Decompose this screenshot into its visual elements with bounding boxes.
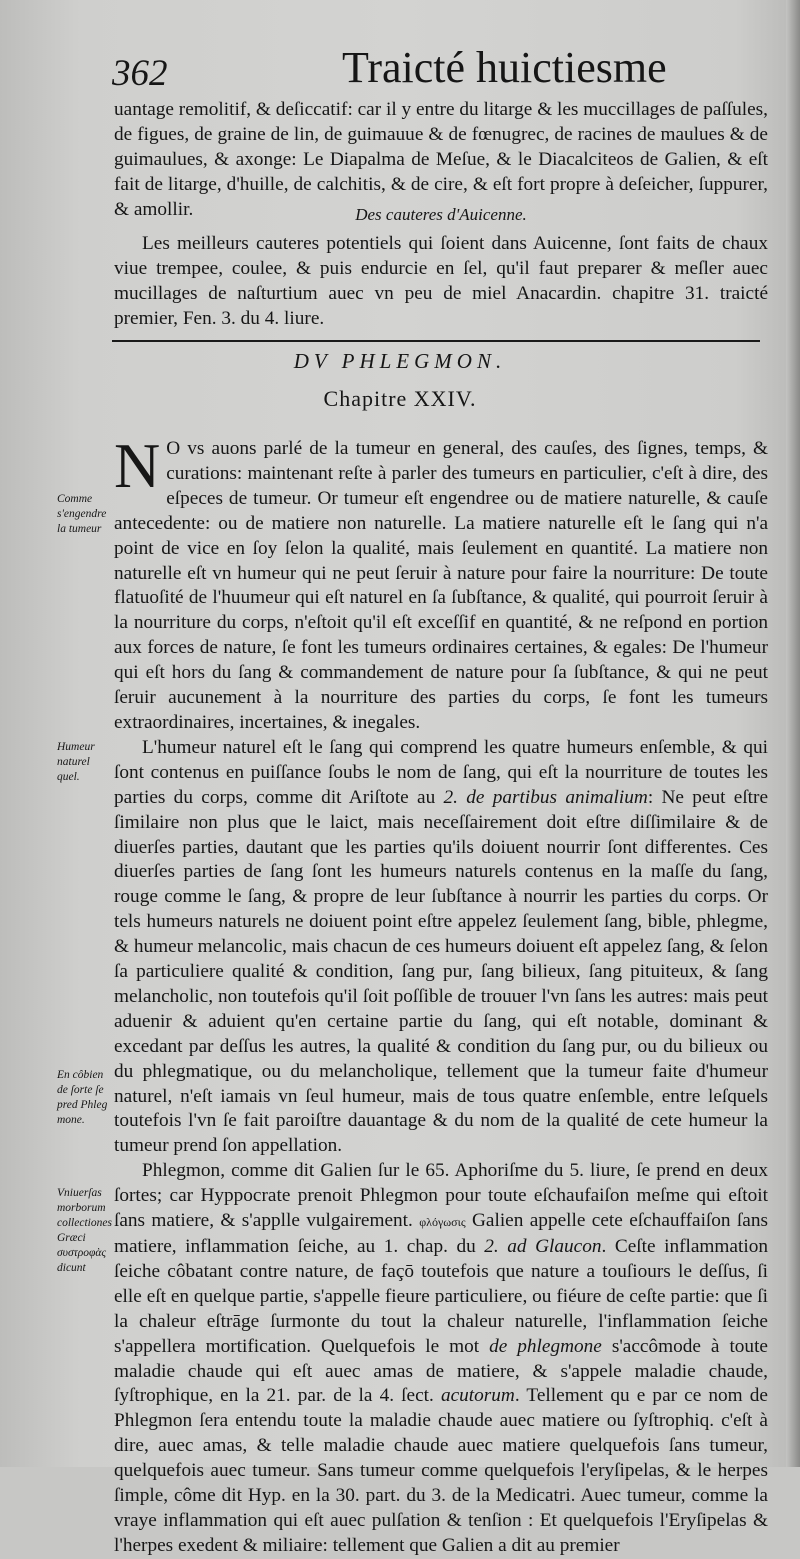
margin-note-greek: συστροφὰς [57, 1247, 107, 1259]
paragraph-2 [114, 736, 768, 1159]
margin-note-phlegmone: En côbien de ſorte ſe pred Phleg mone. [57, 1069, 108, 1126]
paragraph-3-text-e: . Tellement qu e par ce nom de Phlegmon ſera entendu toute la maladie chaude auec matiere ou ſyſtrophiq. c'eſt à dire, auec amas, & telle maladie chaude auec matiere quelquefois ſans tumeur, quelquefois auec tumeur. Sans tumeur comme quelquefois l'eryſipelas, & le herpes ſimple, côme dit Hyp. en la 30. part. du 3. de la Medicatri. Auec tumeur, comme la vraye inflammation qui eſt auec pulſation & tenſion : Et quelquefois l'Eryſipelas & l'herpes exedent & miliaire: tellement que Galien a dit au premier [114, 1385, 768, 1556]
reference-glaucon: 2. ad Glaucon [484, 1236, 602, 1257]
running-head: Traicté huictiesme [342, 43, 667, 92]
page-number: 362 [112, 53, 168, 94]
paragraph-2-text-a: L'humeur naturel eſt le ſang qui comprend les quatre humeurs enſemble, & qui ſont contenus en puiſſance ſoubs le nom de ſang, qui eſt la nourriture de toutes les parties du corps, comme dit Ariſtote au [114, 736, 768, 808]
section-rule [112, 340, 760, 342]
margin-note-dicunt: dicunt [57, 1262, 86, 1274]
paragraph-1 [114, 430, 768, 736]
margin-note-humeur: Humeur naturel quel. [57, 741, 95, 783]
paragraph-3-text-a: Phlegmon, comme dit Galien ſur le 65. Aphoriſme du 5. liure, ſe prend en deux ſortes; car Hyppocrate prenoit Phlegmon pour toute eſchaufaiſon meſme qui eſtoit ſans matiere, & s'applle vulgairement. [114, 1160, 768, 1232]
paragraph-3-text-b: Galien appelle cete eſchauffaiſon ſans matiere, inflammation ſeiche, au 1. chap. du [114, 1210, 768, 1257]
paragraph-2-text-b: : Ne peut eſtre ſimilaire non plus que le laict, mais neceſſairement doit eſtre diſſimilaire & de diuerſes parties, dautant que les parties qu'ils doiuent nourrir ſont differentes. Ces diuerſes parties de ſang ſont les humeurs naturels contenus en la maſſe du ſang, rouge comme le ſang, & propre de leur ſubſtance à nourrir les parties du corps. Or tels humeurs naturels ne doiuent point eſtre appelez ſeulement ſang, bible, phlegme, & humeur melancolic, mais chacun de ces humeurs doiuent eſt appelez ſang, & ſelon ſa particuliere qualité & condition, ſang pur, ſang bilieux, ſang pituiteux, & ſang melancholic, non toutefois qu'il ſoit poſſible de trouuer l'vn ſans les autres: mais peut aduenir & aduient qu'en certaine partie du ſang, qui eſt notable, dominant & excedant par deſſus les autres, la qualité & condition du ſang pur, ou du bilieux ou du phlegmatique, ou du melancholique, tellement que la tumeur faite d'humeur naturel, n'eſt iamais vn ſeul humeur, mais de tous quatre enſemble, entre leſquels toutefois l'vn ſe fait paroiſtre dauantage & du nom de la qualité de cete humeur la tumeur prend ſon appellation. [114, 786, 769, 1157]
avicenne-text: Les meilleurs cauteres potentiels qui ſoient dans Auicenne, ſont faits de chaux viue trempee, coulee, & puis endurcie en ſel, qu'il faut preparer & meſler auec mucillages de naſturtium auec vn peu de miel Anacardin. chapitre 31. traicté premier, Fen. 3. du 4. liure. [114, 233, 768, 329]
continuation-paragraph [114, 98, 768, 223]
page-header [0, 38, 800, 98]
chapter-title: DV PHLEGMON. [293, 349, 507, 373]
reference-phlegmone: de phlegmone [489, 1335, 602, 1357]
chapter-body [114, 430, 769, 1559]
chapter-label: Chapitre XXIV. [323, 386, 477, 411]
reference-acutorum: acutorum [440, 1385, 515, 1407]
paragraph-3 [114, 1159, 768, 1559]
reference-aristotle: 2. de partibus animalium [443, 786, 648, 808]
avicenne-heading: Des cauteres d'Auicenne. [355, 205, 527, 224]
margin-note-tumeur: Comme s'engendre la tumeur [57, 493, 107, 535]
continuation-text: uantage remolitif, & deſiccatif: car il y entre du litarge & les muccillages de paſſules, de figues, de graine de lin, de guimauue & de fœnugrec, de racines de maulues & de guimaulues, & axonge: Le Diapalma de Meſue, & le Diacalciteos de Galien, & eſt fait de litarge, d'huille, de calchitis, & de cire, & eſt fort propre à deſeicher, ſuppurer, & amollir. [114, 99, 768, 220]
paragraph-3-text-c: . Ceſte inflammation ſeiche côbatant contre nature, de façō toutefois que nature a touſiours le deſſus, ſi elle eſt en quelque partie, s'appelle fieure particuliere, ou fiéure de ceſte partie: que ſi la chaleur eſtrāge ſurmonte du tout la chaleur naturelle, l'inflammation ſeiche s'appellera mortification. Quelquefois le mot [114, 1236, 768, 1357]
margin-note-collectiones [57, 1186, 115, 1276]
paragraph-1-text: O vs auons parlé de la tumeur en general, des cauſes, des ſignes, temps, & curations: maintenant reſte à parler des tumeurs en particulier, c'eſt à dire, des eſpeces de tumeur. Or tumeur eſt engendree ou de matiere naturelle, & cauſe antecedente: ou de matiere non naturelle. La matiere naturelle eſt le ſang qui n'a point de vice en ſoy ſelon la qualité, mais ſeulement en quantité. La matiere non naturelle eſt vn humeur qui ne peut ſeruir à nature pour faire la nourriture: De toute flatuoſité de l'huumeur qui eſt naturel en ſa ſubſtance, & qualité, qui pourroit ſeruir à la nourriture du corps, n'eſtoit qu'il eſt exceſſif en quantité, & ne reſpond en portion aux forces de nature, ſe font les tumeurs ordinaires certaines, & egales: De l'humeur qui eſt hors du ſang & commandement de nature pour ſa ſubſtance, & qui ne peut ſeruir aucunement à la nourriture des parties du corps, ſe font les tumeurs extraordinaires, incertaines, & inegales. [114, 438, 768, 733]
margin-note-collectiones-text: Vniuerſas morborum collectiones Græci [57, 1187, 112, 1244]
paragraph-3-text-d: s'accômode à toute maladie chaude qui eſt auec amas de matiere, & s'appele maladie chaude, ſyſtrophique, en la 21. par. de la 4. ſect. [114, 1335, 768, 1407]
avicenne-paragraph [114, 232, 768, 332]
drop-cap: N [114, 430, 161, 501]
page-edge-shadow [786, 0, 800, 1467]
greek-word: φλόγωσις [419, 1215, 466, 1230]
